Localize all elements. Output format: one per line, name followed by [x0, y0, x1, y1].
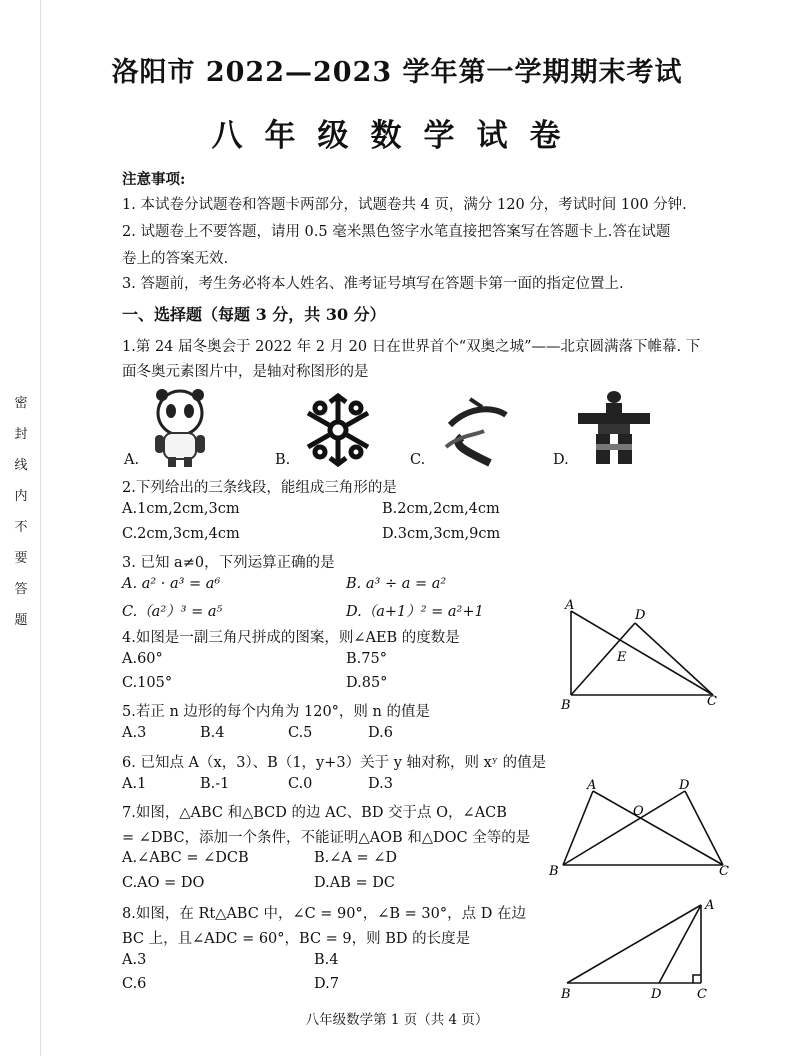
- q1-stem: 1.第 24 届冬奥会于 2022 年 2 月 20 日在世界首个“双奥之城”——北京圆满落下帷幕. 下: [122, 339, 701, 355]
- q7-figure: [545, 775, 737, 880]
- q6-option-a: A.1: [122, 776, 147, 792]
- q4-stem: 4.如图是一副三角尺拼成的图案，则∠AEB 的度数是: [122, 630, 460, 646]
- q1-option-a: A.: [124, 452, 140, 468]
- panda-mascot-image: [150, 385, 210, 469]
- seal-line-note: [8, 388, 34, 636]
- q8-label-c: C: [697, 987, 707, 1002]
- note-item: 1. 本试卷分试题卷和答题卡两部分，试题卷共 4 页，满分 120 分，考试时间 100 分钟.: [122, 197, 687, 213]
- q7-label-d: D: [679, 778, 690, 793]
- binding-line: [40, 0, 41, 1056]
- seal-char: 密: [14, 396, 28, 411]
- q2-option-c: C.2cm,3cm,4cm: [122, 526, 240, 542]
- seal-char: 答: [14, 582, 28, 597]
- inukshuk-image: [575, 388, 653, 468]
- seal-char: 内: [14, 489, 28, 504]
- q2-option-b: B.2cm,2cm,4cm: [382, 501, 500, 517]
- q6-option-c: C.0: [288, 776, 313, 792]
- q3-option-a: A. a² · a³ = a⁶: [122, 576, 221, 592]
- q4-option-c: C.105°: [122, 675, 173, 691]
- q4-label-c: C: [707, 694, 717, 709]
- q5-option-a: A.3: [122, 725, 147, 741]
- ribbon-emblem-image: [440, 395, 510, 469]
- note-item: 2. 试题卷上不要答题，请用 0.5 毫米黑色签字水笔直接把答案写在答题卡上.答在试题: [122, 224, 671, 240]
- exam-subtitle: 八年级数学试卷: [211, 118, 583, 154]
- q3-stem: 3. 已知 a≠0，下列运算正确的是: [122, 555, 335, 571]
- q8-stem: 8.如图，在 Rt△ABC 中，∠C = 90°，∠B = 30°，点 D 在边: [122, 906, 526, 922]
- seal-char: 不: [14, 520, 28, 535]
- seal-char: 线: [14, 458, 28, 473]
- q3-option-d: D.（a+1）² = a²+1: [346, 604, 484, 620]
- q8-option-c: C.6: [122, 976, 147, 992]
- q5-option-c: C.5: [288, 725, 313, 741]
- q7-option-b: B.∠A = ∠D: [314, 850, 398, 866]
- q8-label-d: D: [651, 987, 662, 1002]
- q8-label-a: A: [705, 898, 715, 913]
- q4-label-a: A: [565, 598, 575, 613]
- q7-option-c: C.AO = DO: [122, 875, 205, 891]
- q7-option-d: D.AB = DC: [314, 875, 395, 891]
- q6-stem: 6. 已知点 A（x，3）、B（1，y+3）关于 y 轴对称，则 xʸ 的值是: [122, 755, 547, 771]
- q4-figure: [555, 595, 730, 715]
- q8-figure: [555, 895, 725, 1005]
- seal-char: 要: [14, 551, 28, 566]
- note-item: 3. 答题前，考生务必将本人姓名、准考证号填写在答题卡第一面的指定位置上.: [122, 276, 624, 292]
- q5-option-b: B.4: [200, 725, 225, 741]
- q6-option-b: B.-1: [200, 776, 230, 792]
- q1-option-b: B.: [275, 452, 291, 468]
- q7-label-o: O: [633, 804, 644, 819]
- q7-label-a: A: [587, 778, 597, 793]
- section-heading: 一、选择题（每题 3 分，共 30 分）: [122, 305, 386, 324]
- q7-option-a: A.∠ABC = ∠DCB: [122, 850, 249, 866]
- q8-option-d: D.7: [314, 976, 339, 992]
- q8-label-b: B: [561, 987, 571, 1002]
- q2-option-a: A.1cm,2cm,3cm: [122, 501, 240, 517]
- notes-heading: 注意事项:: [122, 171, 186, 188]
- q7-label-c: C: [719, 864, 729, 879]
- q3-option-b: B. a³ ÷ a = a²: [346, 576, 447, 592]
- q7-label-b: B: [549, 864, 559, 879]
- q7-stem: 7.如图，△ABC 和△BCD 的边 AC、BD 交于点 O，∠ACB: [122, 805, 507, 821]
- q6-option-d: D.3: [368, 776, 393, 792]
- note-item: 卷上的答案无效.: [122, 251, 229, 267]
- exam-title: 洛阳市 2022—2023 学年第一学期期末考试: [111, 57, 683, 88]
- q1-option-c: C.: [410, 452, 426, 468]
- q4-option-a: A.60°: [122, 651, 163, 667]
- q4-label-d: D: [635, 608, 646, 623]
- q4-option-b: B.75°: [346, 651, 387, 667]
- q1-stem: 面冬奥元素图片中，是轴对称图形的是: [122, 364, 369, 380]
- q1-option-d: D.: [553, 452, 569, 468]
- q2-option-d: D.3cm,3cm,9cm: [382, 526, 501, 542]
- q5-option-d: D.6: [368, 725, 393, 741]
- q3-option-c: C.（a²）³ = a⁵: [122, 604, 223, 620]
- q4-label-b: B: [561, 698, 571, 713]
- seal-char: 题: [14, 613, 28, 628]
- seal-char: 封: [14, 427, 28, 442]
- snowflake-emblem-image: [300, 392, 376, 468]
- q8-option-b: B.4: [314, 952, 339, 968]
- q4-label-e: E: [617, 650, 627, 665]
- page-footer: 八年级数学第 1 页（共 4 页）: [305, 1012, 489, 1028]
- q7-stem: = ∠DBC，添加一个条件，不能证明△AOB 和△DOC 全等的是: [122, 830, 531, 846]
- q8-stem: BC 上，且∠ADC = 60°，BC = 9，则 BD 的长度是: [122, 931, 471, 947]
- q4-option-d: D.85°: [346, 675, 388, 691]
- q5-stem: 5.若正 n 边形的每个内角为 120°，则 n 的值是: [122, 704, 430, 720]
- q8-option-a: A.3: [122, 952, 147, 968]
- q2-stem: 2.下列给出的三条线段，能组成三角形的是: [122, 480, 397, 496]
